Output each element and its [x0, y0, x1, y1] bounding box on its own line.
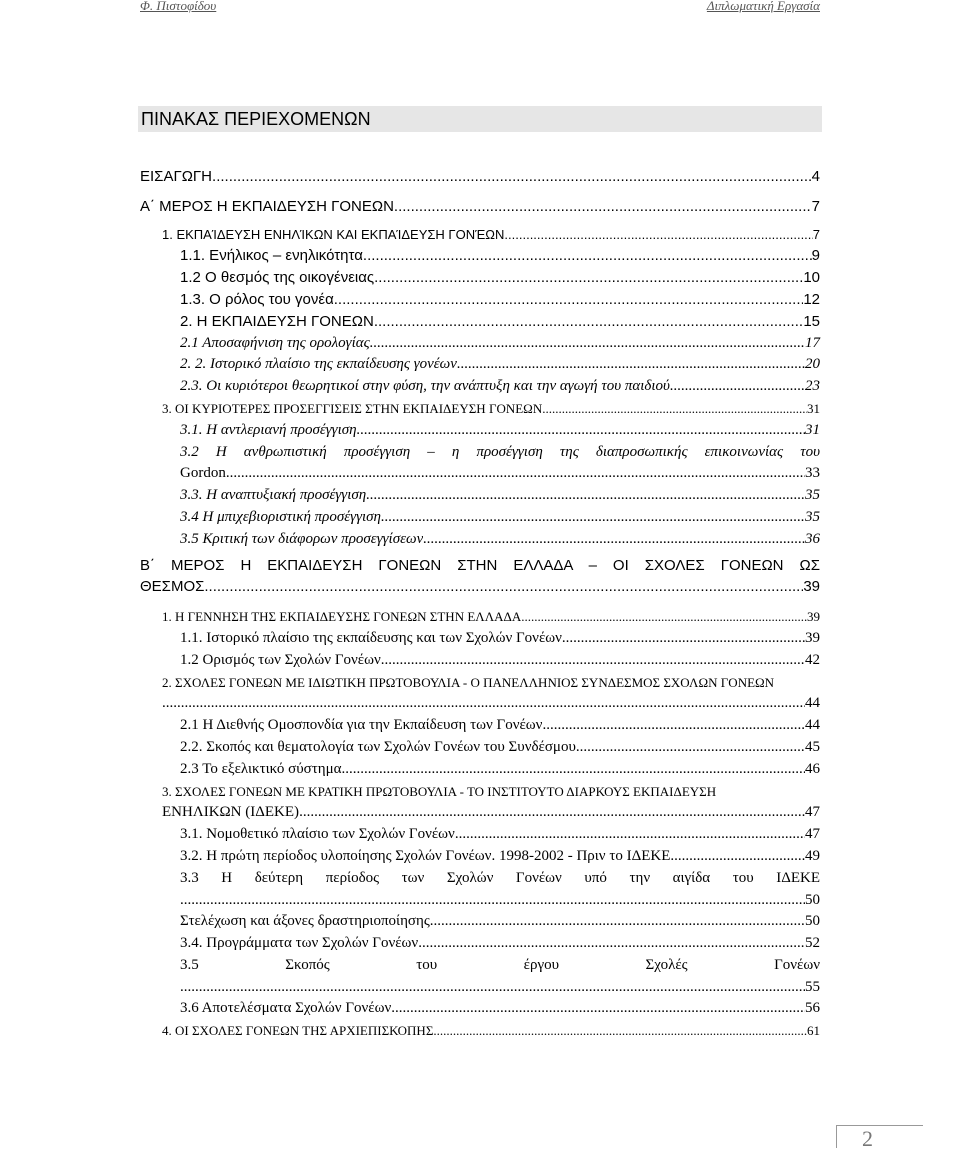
toc-entry[interactable]: 3.1. Νομοθετικό πλαίσιο των Σχολών Γονέων ..... 47 — [140, 824, 820, 846]
header-doc-type[interactable]: Διπλωματική Εργασία — [706, 0, 820, 13]
page-header — [140, 0, 820, 14]
toc-entry[interactable]: 3.1. Η αντλεριανή προσέγγιση ..... 31 — [140, 420, 820, 442]
toc-entry[interactable]: 2.1 Η Διεθνής Ομοσπονδία για την Εκπαίδευση των Γονέων ..... 44 — [140, 715, 820, 737]
toc-entry[interactable]: 3. ΣΧΟΛΕΣ ΓΟΝΕΩΝ ΜΕ ΚΡΑΤΙΚΗ ΠΡΩΤΟΒΟΥΛΙΑ - ΤΟ ΙΝΣΤΙΤΟΥΤΟ ΔΙΑΡΚΟΥΣ ΕΚΠΑΙΔΕΥΣΗ ΕΝΗΛΙΚΩΝ (ΙΔΕΚΕ) ..... 47 — [140, 781, 820, 825]
toc-entry[interactable]: 3.2 Η ανθρωπιστική προσέγγιση – η προσέγγιση της διαπροσωπικής επικοινωνίας του Gordon ..... 33 — [140, 442, 820, 486]
toc-entry[interactable]: 3.5 Σκοπός του έργου Σχολές Γονέων ..... 55 — [140, 955, 820, 999]
toc-entry[interactable]: 3. ΟΙ ΚΥΡΙΟΤΕΡΕΣ ΠΡΟΣΕΓΓΙΣΕΙΣ ΣΤΗΝ ΕΚΠΑΙΔΕΥΣΗ ΓΟΝΕΩΝ ..... 31 — [140, 398, 820, 420]
toc-entry[interactable]: 2. ΣΧΟΛΕΣ ΓΟΝΕΩΝ ΜΕ ΙΔΙΩΤΙΚΗ ΠΡΩΤΟΒΟΥΛΙΑ - Ο ΠΑΝΕΛΛΗΝΙΟΣ ΣΥΝΔΕΣΜΟΣ ΣΧΟΛΩΝ ΓΟΝΕΩΝ ..... 44 — [140, 672, 820, 716]
toc-entry[interactable]: 1. Η ΓΕΝΝΗΣΗ ΤΗΣ ΕΚΠΑΙΔΕΥΣΗΣ ΓΟΝΕΩΝ ΣΤΗΝ ΕΛΛΑΔΑ ..... 39 — [140, 606, 820, 628]
toc-entry[interactable]: 3.5 Κριτική των διάφορων προσεγγίσεων ..... 36 — [140, 529, 820, 551]
toc-entry[interactable]: 2.3. Οι κυριότεροι θεωρητικοί στην φύση, την ανάπτυξη και την αγωγή του παιδιού ..... 23 — [140, 376, 820, 398]
toc-entry[interactable]: 2.1 Αποσαφήνιση της ορολογίας ..... 17 — [140, 333, 820, 355]
toc-entry[interactable]: 3.6 Αποτελέσματα Σχολών Γονέων ..... 56 — [140, 998, 820, 1020]
toc-entry[interactable]: 2. 2. Ιστορικό πλαίσιο της εκπαίδευσης γονέων ..... 20 — [140, 354, 820, 376]
page-number: 2 — [862, 1126, 873, 1151]
table-of-contents — [140, 166, 820, 1042]
toc-entry[interactable]: 1.2 Ορισμός των Σχολών Γονέων ..... 42 — [140, 650, 820, 672]
toc-entry[interactable]: Α΄ ΜΕΡΟΣ Η ΕΚΠΑΙΔΕΥΣΗ ΓΟΝΕΩΝ ..... 7 — [140, 196, 820, 218]
footer-page-box — [836, 1125, 923, 1148]
toc-entry[interactable]: 1.2 Ο θεσμός της οικογένειας ..... 10 — [140, 267, 820, 289]
toc-entry[interactable]: 1.1. Ιστορικό πλαίσιο της εκπαίδευσης και των Σχολών Γονέων ..... 39 — [140, 628, 820, 650]
toc-entry[interactable]: 3.3. Η αναπτυξιακή προσέγγιση ..... 35 — [140, 485, 820, 507]
toc-entry[interactable]: Στελέχωση και άξονες δραστηριοποίησης ..... 50 — [140, 911, 820, 933]
toc-entry[interactable]: 2.3 Το εξελικτικό σύστημα ..... 46 — [140, 759, 820, 781]
toc-entry[interactable]: 1. ΕΚΠΑΊΔΕΥΣΗ ΕΝΗΛΊΚΩΝ ΚΑΙ ΕΚΠΑΊΔΕΥΣΗ ΓΟΝΈΩΝ ..... 7 — [140, 224, 820, 246]
toc-entry[interactable]: 3.4. Προγράμματα των Σχολών Γονέων ..... 52 — [140, 933, 820, 955]
toc-entry[interactable]: 3.4 Η μπιχεβιοριστική προσέγγιση ..... 35 — [140, 507, 820, 529]
toc-entry[interactable]: 4. ΟΙ ΣΧΟΛΕΣ ΓΟΝΕΩΝ ΤΗΣ ΑΡΧΙΕΠΙΣΚΟΠΗΣ ..... 61 — [140, 1020, 820, 1042]
toc-entry[interactable]: 3.2. Η πρώτη περίοδος υλοποίησης Σχολών Γονέων. 1998-2002 - Πριν το ΙΔΕΚΕ ..... 49 — [140, 846, 820, 868]
toc-entry[interactable]: 2.2. Σκοπός και θεματολογία των Σχολών Γονέων του Συνδέσμου ..... 45 — [140, 737, 820, 759]
toc-entry[interactable]: 2. Η ΕΚΠΑΙΔΕΥΣΗ ΓΟΝΕΩΝ ..... 15 — [140, 311, 820, 333]
toc-entry[interactable]: 1.3. Ο ρόλος του γονέα ..... 12 — [140, 289, 820, 311]
toc-entry[interactable]: 3.3 Η δεύτερη περίοδος των Σχολών Γονέων υπό την αιγίδα του ΙΔΕΚΕ ..... 50 — [140, 868, 820, 912]
toc-title: ΠΙΝΑΚΑΣ ΠΕΡΙΕΧΟΜΕΝΩΝ — [138, 106, 822, 132]
toc-entry[interactable]: ΕΙΣΑΓΩΓΗ ..... 4 — [140, 166, 820, 188]
toc-entry[interactable]: Β΄ ΜΕΡΟΣ Η ΕΚΠΑΙΔΕΥΣΗ ΓΟΝΕΩΝ ΣΤΗΝ ΕΛΛΑΔΑ – ΟΙ ΣΧΟΛΕΣ ΓΟΝΕΩΝ ΩΣ ΘΕΣΜΟΣ ..... 39 — [140, 555, 820, 599]
header-author[interactable]: Φ. Πιστοφίδου — [140, 0, 217, 13]
toc-entry[interactable]: 1.1. Ενήλικος – ενηλικότητα ..... 9 — [140, 245, 820, 267]
